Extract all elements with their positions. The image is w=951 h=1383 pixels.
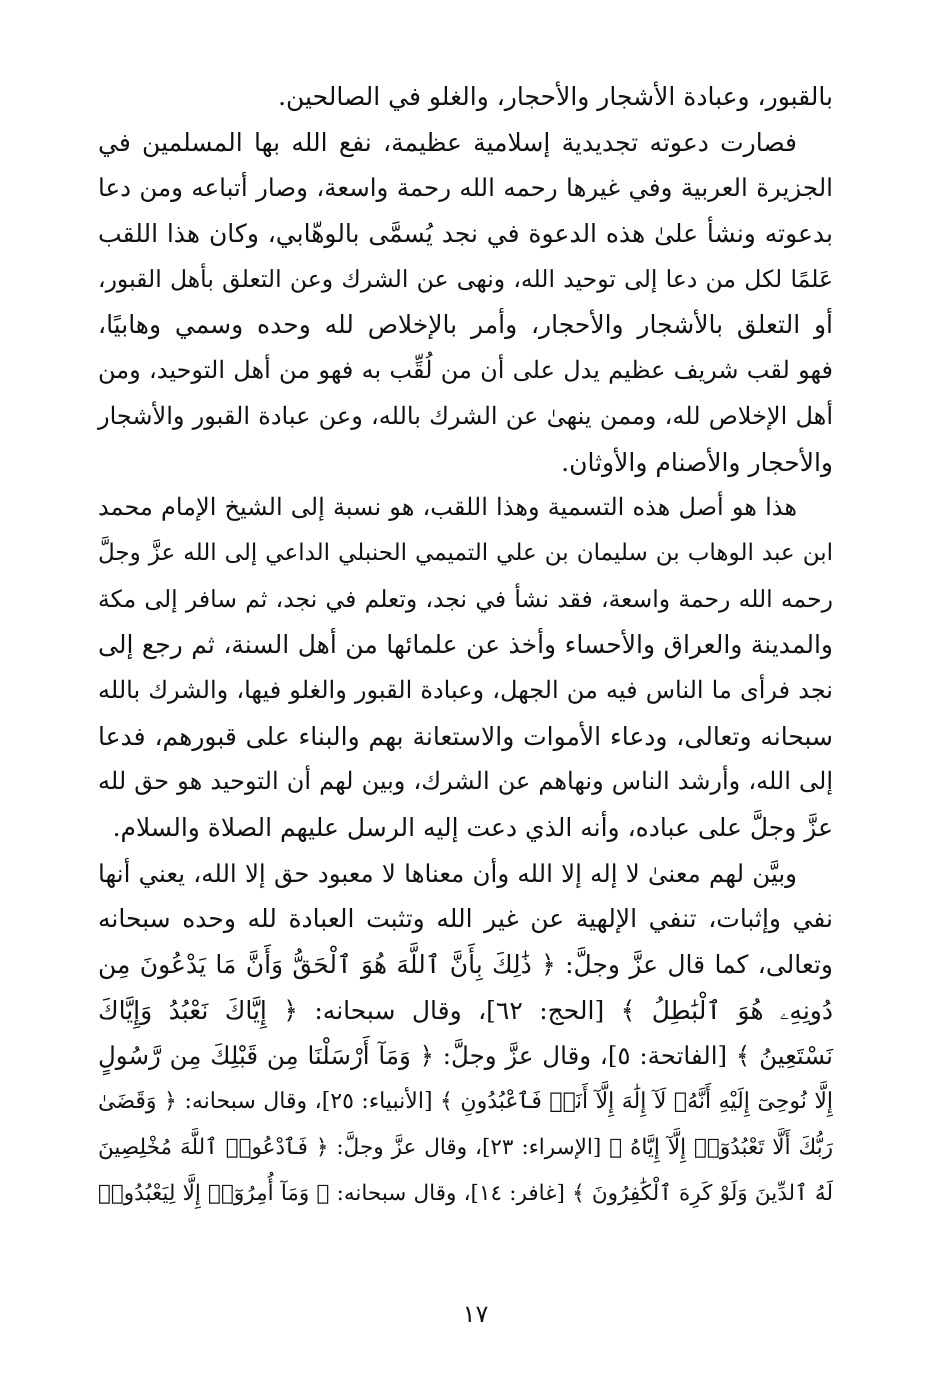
text-line: نَسْتَعِينُ ﴾ [الفاتحة: ٥]، وقال عزَّ وجلَّ: ﴿ وَمَآ أَرْسَلْنَا مِن قَبْلِكَ مِن رَّسُولٍ (98, 1041, 833, 1071)
text-line: فصارت دعوته تجديدية إسلامية عظيمة، نفع الله بها المسلمين في (98, 127, 797, 157)
text-line: رَبُّكَ أَلَّا تَعْبُدُوٓا۟ إِلَّآ إِيَّاهُ ﴾ [الإسراء: ٢٣]، وقال عزَّ وجلَّ: ﴿ فَٱدْعُوا۟ ٱللَّهَ مُخْلِصِينَ (98, 1134, 833, 1160)
text-line: نجد فرأى ما الناس فيه من الجهل، وعبادة القبور والغلو فيها، والشرك بالله (98, 675, 833, 704)
text-line: فهو لقب شريف عظيم يدل على أن من لُقِّب به فهو من أهل التوحيد، ومن (98, 356, 833, 385)
text-line: بالقبور، وعبادة الأشجار والأحجار، والغلو في الصالحين. (278, 82, 833, 111)
text-line: والأحجار والأصنام والأوثان. (561, 447, 833, 477)
text-line: عَلمًا لكل من دعا إلى توحيد الله، ونهى عن الشرك وعن التعلق بأهل القبور، (98, 264, 833, 293)
page-number: ١٧ (462, 1300, 489, 1328)
text-line: أو التعلق بالأشجار والأحجار، وأمر بالإخلاص لله وحده وسمي وهابيًا، (98, 310, 833, 340)
text-line: وتعالى، كما قال عزَّ وجلَّ: ﴿ ذَٰلِكَ بِأَنَّ ٱللَّهَ هُوَ ٱلْحَقُّ وَأَنَّ مَا يَدْعُونَ مِن (98, 950, 833, 980)
text-line: لَهُ ٱلدِّينَ وَلَوْ كَرِهَ ٱلْكَٰفِرُونَ ﴾ [غافر: ١٤]، وقال سبحانه: ﴿ وَمَآ أُمِرُوٓا۟ إِلَّا لِيَعْبُدُوا۟ (98, 1180, 833, 1206)
text-line: الجزيرة العربية وفي غيرها رحمه الله رحمة واسعة، وصار أتباعه ومن دعا (98, 173, 833, 203)
text-line: نفي وإثبات، تنفي الإلهية عن غير الله وتثبت العبادة لله وحده سبحانه (98, 904, 833, 934)
body-text (98, 74, 833, 1216)
text-line: وبيَّن لهم معنىٰ لا إله إلا الله وأن معناها لا معبود حق إلا الله، يعني أنها (98, 858, 797, 888)
text-line: إِلَّا نُوحِىٓ إِلَيْهِ أَنَّهُۥ لَآ إِلَٰهَ إِلَّآ أَنَا۠ فَٱعْبُدُونِ ﴾ [الأنبياء: ٢٥]، وقال سبحانه: ﴿ وَقَضَىٰ (98, 1089, 833, 1115)
text-line: بدعوته ونشأ علىٰ هذه الدعوة في نجد يُسمَّى بالوهّابي، وكان هذا اللقب (98, 219, 833, 249)
text-line: دُونِهِۦ هُوَ ٱلْبَٰطِلُ ﴾ [الحج: ٦٢]، وقال سبحانه: ﴿ إِيَّاكَ نَعْبُدُ وَإِيَّاكَ (98, 995, 833, 1025)
text-line: أهل الإخلاص لله، وممن ينهىٰ عن الشرك بالله، وعن عبادة القبور والأشجار (98, 401, 833, 430)
text-line: رحمه الله رحمة واسعة، فقد نشأ في نجد، وتعلم في نجد، ثم سافر إلى مكة (98, 584, 833, 613)
text-line: إلى الله، وأرشد الناس ونهاهم عن الشرك، وبين لهم أن التوحيد هو حق لله (98, 767, 833, 796)
text-line: هذا هو أصل هذه التسمية وهذا اللقب، هو نسبة إلى الشيخ الإمام محمد (98, 493, 797, 522)
text-line: ابن عبد الوهاب بن سليمان بن علي التميمي الحنبلي الداعي إلى الله عزَّ وجلَّ (98, 539, 833, 566)
text-line: سبحانه وتعالى، ودعاء الأموات والاستعانة بهم والبناء على قبورهم، فدعا (98, 721, 833, 751)
text-line: والمدينة والعراق والأحساء وأخذ عن علمائها من أهل السنة، ثم رجع إلى (98, 630, 833, 660)
text-line: عزَّ وجلَّ على عباده، وأنه الذي دعت إليه الرسل عليهم الصلاة والسلام. (112, 813, 833, 842)
